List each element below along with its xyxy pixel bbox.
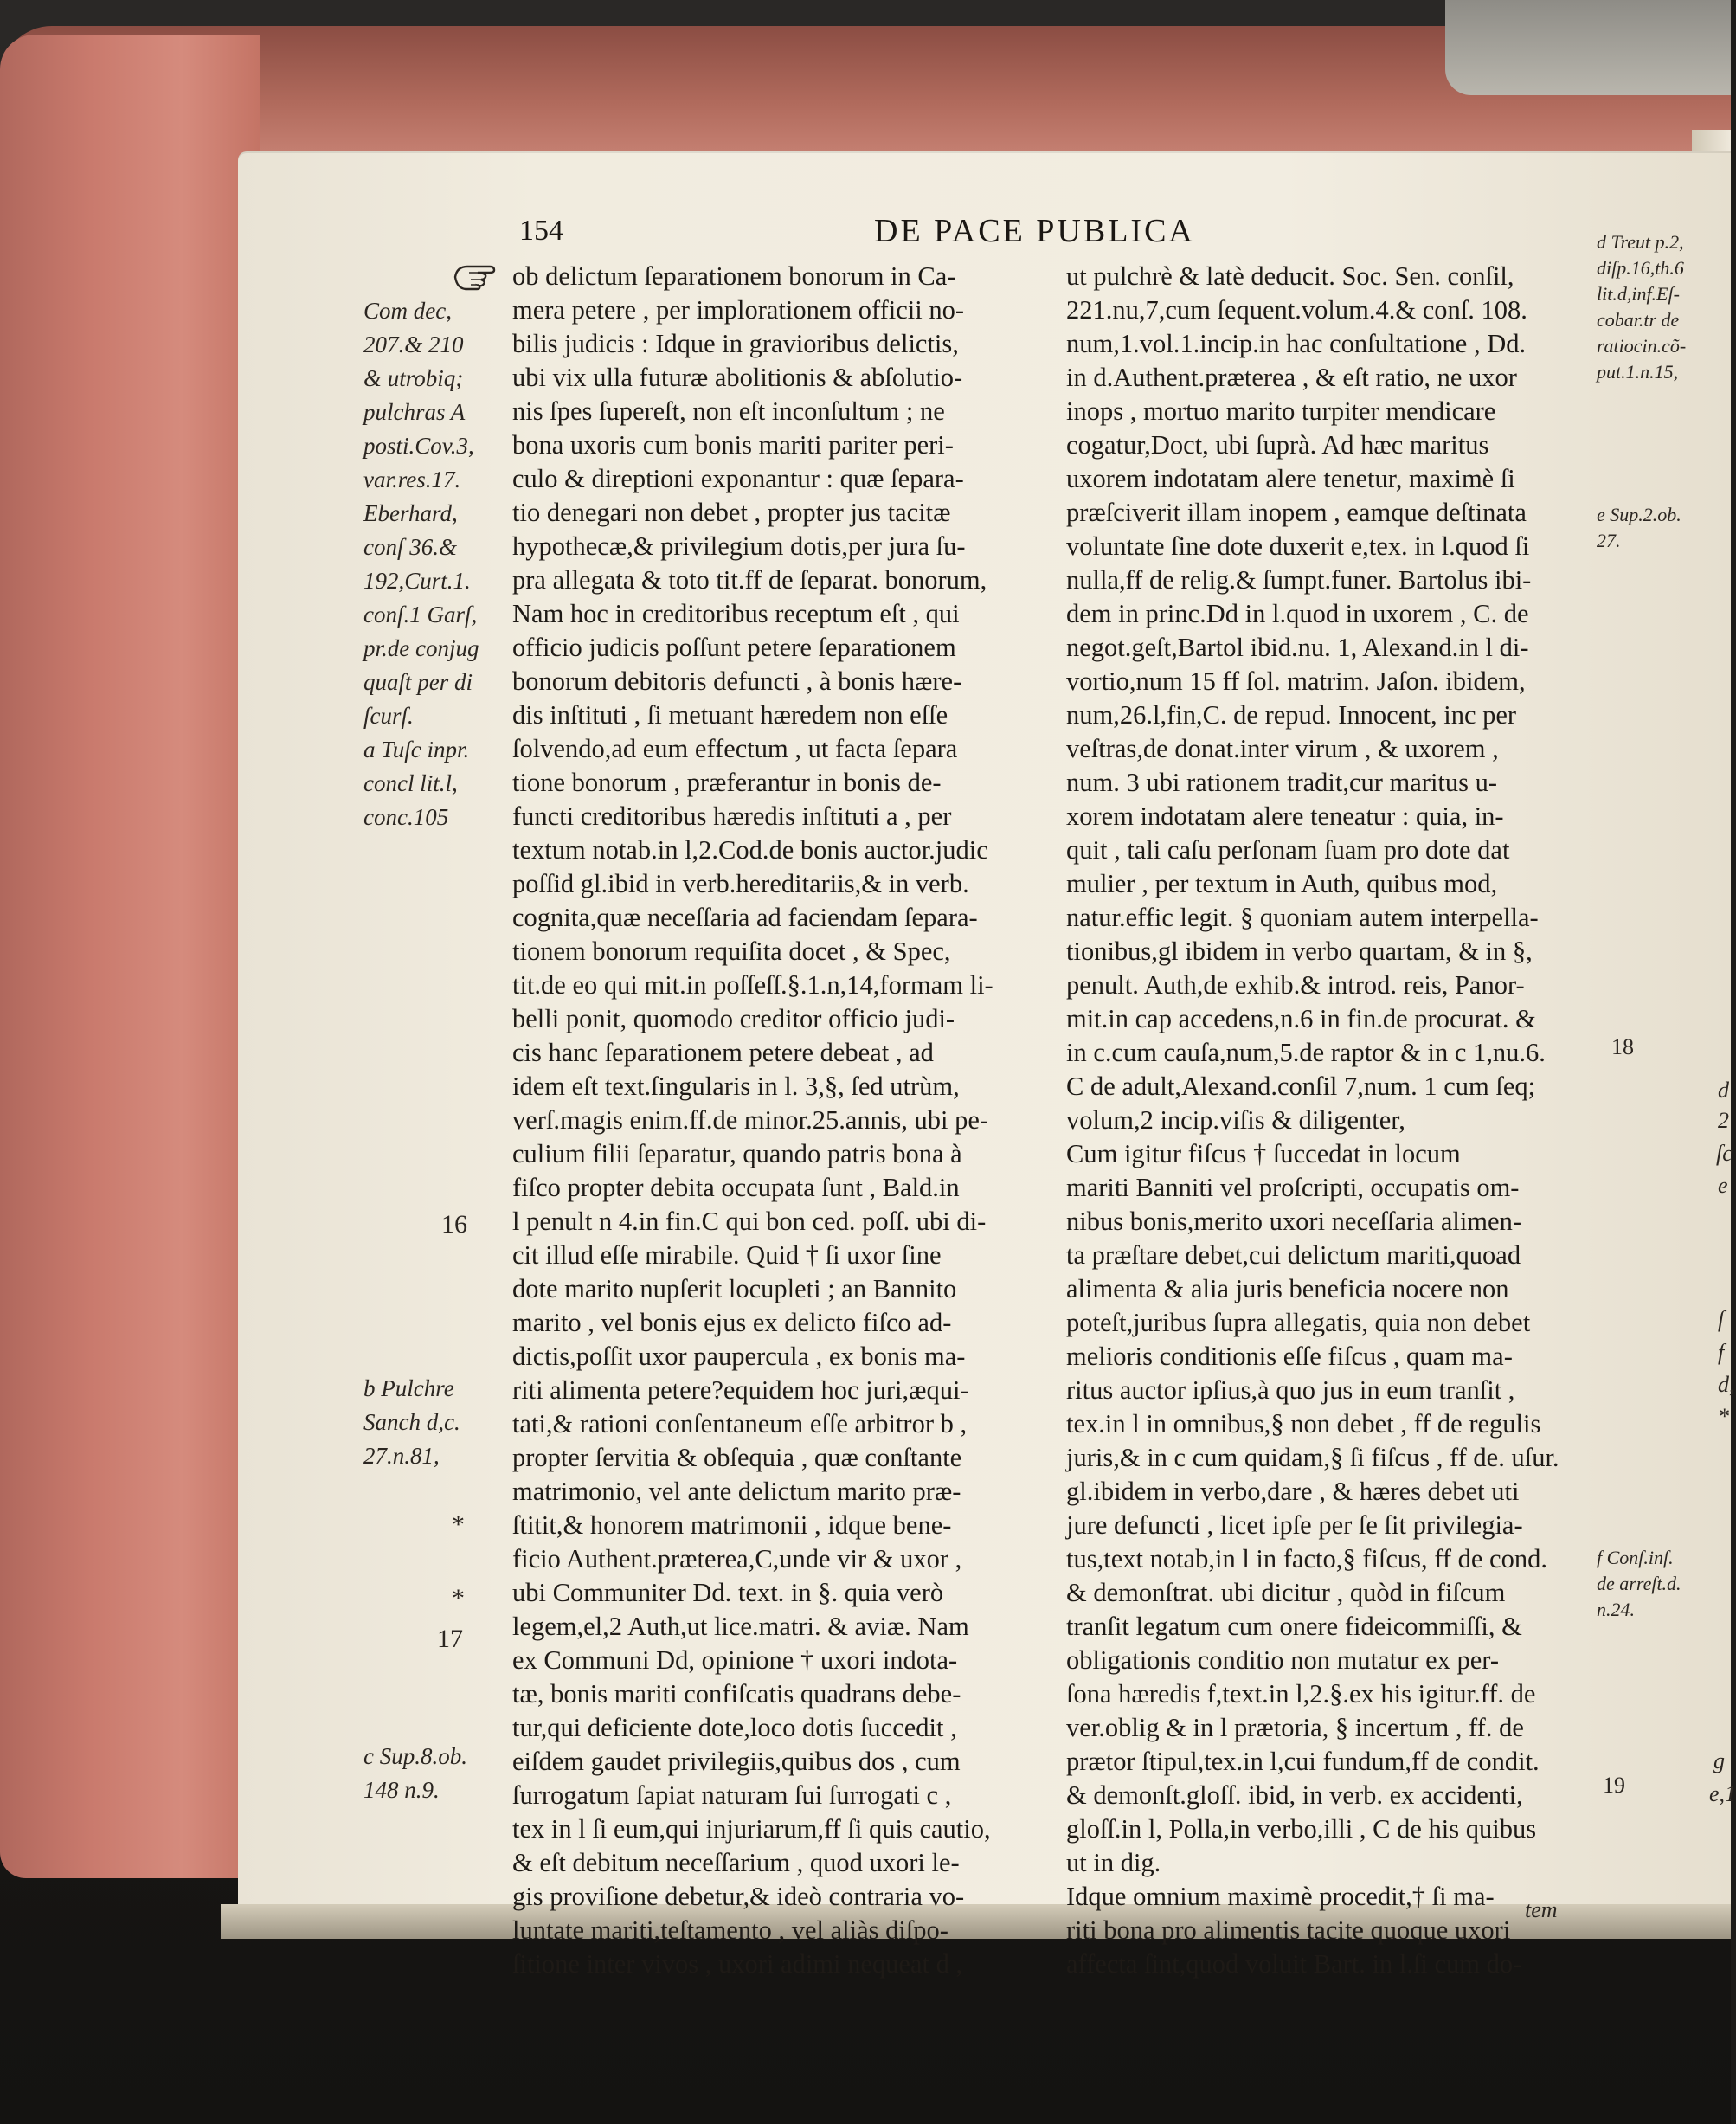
book-fore-edge bbox=[0, 35, 260, 1878]
edge-fragment: ſ bbox=[1718, 1307, 1725, 1332]
book-cover-corner bbox=[1445, 0, 1731, 95]
text-line: melioris conditionis eſſe fiſcus , quam ma- bbox=[1066, 1342, 1513, 1371]
text-line: culium filii ſeparatur, quando patris bona à bbox=[512, 1139, 962, 1168]
text-line: ubi vix ulla futuræ abolitionis & abſolutio- bbox=[512, 363, 963, 392]
text-line: luntate mariti,teſtamento , vel aliàs diſpo- bbox=[512, 1915, 948, 1945]
asterisk-marker: * bbox=[452, 1584, 465, 1612]
text-line: belli ponit, quomodo creditor officio judi- bbox=[512, 1004, 955, 1033]
text-line: ut in dig. bbox=[1066, 1848, 1161, 1877]
margin-note-line: c Sup.8.ob. bbox=[363, 1743, 467, 1769]
text-line: Nam hoc in creditoribus receptum eſt , qui bbox=[512, 599, 960, 628]
margin-note-line: lit.d,inf.Eſ- bbox=[1597, 283, 1680, 305]
text-line: tex.in l in omnibus,§ non debet , ff de regulis bbox=[1066, 1409, 1541, 1439]
text-line: mera petere , per implorationem officii no- bbox=[512, 295, 964, 325]
right-margin-note-f bbox=[1597, 1545, 1681, 1623]
text-line: matrimonio, vel ante delictum marito præ- bbox=[512, 1477, 961, 1506]
margin-note-line: Com dec, bbox=[363, 298, 452, 324]
text-line: num,1.vol.1.incip.in hac conſultatione , Dd. bbox=[1066, 329, 1527, 358]
text-line: tus,text notab,in l in facto,§ fiſcus, ff de cond. bbox=[1066, 1544, 1547, 1574]
text-line: propter ſervitia & obſequia , quæ conſtante bbox=[512, 1443, 962, 1472]
text-line: tionibus,gl ibidem in verbo quartam, & in §, bbox=[1066, 936, 1533, 966]
margin-note-line: 27. bbox=[1597, 530, 1621, 551]
margin-note-line: Eberhard, bbox=[363, 500, 458, 526]
edge-fragment: g bbox=[1713, 1748, 1725, 1773]
text-line: jure defuncti , licet ipſe per ſe ſit privilegia- bbox=[1066, 1510, 1523, 1540]
margin-note-line: diſp.16,th.6 bbox=[1597, 257, 1684, 279]
text-line: xorem indotatam alere teneatur : quia, in- bbox=[1066, 801, 1504, 831]
text-line: ut pulchrè & latè deducit. Soc. Sen. conſil, bbox=[1066, 261, 1514, 291]
text-line: cognita,quæ neceſſaria ad faciendam ſepara- bbox=[512, 903, 978, 932]
text-line: cit illud eſſe mirabile. Quid † ſi uxor ſine bbox=[512, 1240, 942, 1270]
margin-note-line: pr.de conjug bbox=[363, 635, 479, 661]
margin-note-line: Sanch d,c. bbox=[363, 1409, 460, 1435]
margin-note-line: f Conſ.inſ. bbox=[1597, 1547, 1674, 1568]
margin-note-line: put.1.n.15, bbox=[1597, 361, 1679, 383]
margin-note-line: ſcurſ. bbox=[363, 703, 414, 729]
text-line: dis inſtituti , ſi metuant hæredem non eſſe bbox=[512, 700, 948, 730]
margin-note-line: conc.105 bbox=[363, 804, 449, 830]
text-line: pra allegata & toto tit.ff de ſeparat. bonorum, bbox=[512, 565, 987, 595]
text-line: mariti Banniti vel proſcripti, occupatis om- bbox=[1066, 1173, 1520, 1202]
edge-fragment: ſc bbox=[1716, 1141, 1733, 1166]
text-line: tati,& rationi conſentaneum eſſe arbitror b , bbox=[512, 1409, 968, 1439]
text-line: negot.geſt,Bartol ibid.nu. 1, Alexand.in l di- bbox=[1066, 633, 1529, 662]
pointing-hand-icon bbox=[452, 258, 497, 291]
page-number: 154 bbox=[519, 215, 563, 247]
text-line: ſolvendo,ad eum effectum , ut facta ſepara bbox=[512, 734, 958, 763]
margin-note-line: 192,Curt.1. bbox=[363, 568, 471, 594]
text-line: uxorem indotatam alere tenetur, maximè ſi bbox=[1066, 464, 1515, 493]
text-line: & eſt debitum neceſſarium , quod uxori le- bbox=[512, 1848, 960, 1877]
text-line: tæ, bonis mariti confiſcatis quadrans debe- bbox=[512, 1679, 961, 1709]
text-line: nibus bonis,merito uxori neceſſaria alimen- bbox=[1066, 1207, 1521, 1236]
text-line: marito , vel bonis ejus ex delicto fiſco ad- bbox=[512, 1308, 952, 1337]
text-line: ſitione inter vivos , uxori adimi nequeat d , bbox=[512, 1949, 963, 1979]
edge-fragment: 2 bbox=[1718, 1108, 1729, 1133]
text-line: tio denegari non debet , propter jus tacitæ bbox=[512, 498, 951, 527]
margin-note-line: a Tuſc inpr. bbox=[363, 737, 470, 763]
text-line: juris,& in c cum quidam,§ ſi fiſcus , ff de. uſur. bbox=[1066, 1443, 1559, 1472]
margin-note-line: conſ 36.& bbox=[363, 534, 457, 560]
text-line: ver.oblig & in l prætoria, § incertum , ff. de bbox=[1066, 1713, 1524, 1742]
edge-fragment: e,1 bbox=[1709, 1781, 1736, 1806]
text-line: tit.de eo qui mit.in poſſeſſ.§.1.n,14,formam li- bbox=[512, 970, 993, 1000]
text-line: eiſdem gaudet privilegiis,quibus dos , cum bbox=[512, 1747, 961, 1776]
text-line: dote marito nupſerit locupleti ; an Bannito bbox=[512, 1274, 957, 1303]
text-line: tionem bonorum requiſita docet , & Spec, bbox=[512, 936, 951, 966]
text-line: cis hanc ſeparationem petere debeat , ad bbox=[512, 1038, 934, 1067]
text-line: num,26.l,fin,C. de repud. Innocent, inc per bbox=[1066, 700, 1517, 730]
text-line: 221.nu,7,cum ſequent.volum.4.& conſ. 108. bbox=[1066, 295, 1527, 325]
paragraph-number-16: 16 bbox=[441, 1210, 467, 1239]
text-line: Idque omnium maximè procedit,† ſi ma- bbox=[1066, 1882, 1495, 1911]
margin-note-line: pulchras A bbox=[363, 399, 466, 425]
text-line: ob delictum ſeparationem bonorum in Ca- bbox=[512, 261, 956, 291]
text-line: l penult n 4.in fin.C qui bon ced. poſſ. ubi di- bbox=[512, 1207, 987, 1236]
text-line: quit , tali caſu perſonam ſuam pro dote dat bbox=[1066, 835, 1510, 865]
left-text-column bbox=[512, 260, 1049, 1981]
text-line: num. 3 ubi rationem tradit,cur maritus u- bbox=[1066, 768, 1498, 797]
margin-note-line: var.res.17. bbox=[363, 467, 461, 492]
edge-fragment: f bbox=[1718, 1340, 1725, 1365]
text-line: culo & direptioni exponantur : quæ ſepara- bbox=[512, 464, 964, 493]
text-line: ubi Communiter Dd. text. in §. quia verò bbox=[512, 1578, 944, 1607]
text-line: ſona hæredis f,text.in l,2.§.ex his igitur.ff. de bbox=[1066, 1679, 1536, 1709]
paragraph-number-19: 19 bbox=[1603, 1773, 1625, 1798]
margin-note-line: de arreſt.d. bbox=[1597, 1573, 1681, 1594]
text-line: vortio,num 15 ff ſol. matrim. Jaſon. ibidem, bbox=[1066, 666, 1526, 696]
text-line: mit.in cap accedens,n.6 in fin.de procurat. & bbox=[1066, 1004, 1536, 1033]
margin-note-line: & utrobiq; bbox=[363, 365, 464, 391]
text-line: natur.effic legit. § quoniam autem interpella- bbox=[1066, 903, 1539, 932]
catchword: tem bbox=[1525, 1897, 1558, 1922]
right-margin-note-e bbox=[1597, 502, 1681, 554]
text-line: ta præſtare debet,cui delictum mariti,quoad bbox=[1066, 1240, 1521, 1270]
text-line: ficio Authent.præterea,C,unde vir & uxor , bbox=[512, 1544, 962, 1574]
text-line: in c.cum cauſa,num,5.de raptor & in c 1,nu.6. bbox=[1066, 1038, 1546, 1067]
margin-note-line: posti.Cov.3, bbox=[363, 433, 474, 459]
text-line: dem in princ.Dd in l.quod in uxorem , C. de bbox=[1066, 599, 1529, 628]
left-margin-notes bbox=[363, 294, 506, 834]
asterisk-marker: * bbox=[452, 1510, 465, 1539]
text-line: ex Communi Dd, opinione † uxori indota- bbox=[512, 1645, 958, 1675]
text-line: fiſco propter debita occupata ſunt , Bald.in bbox=[512, 1173, 960, 1202]
left-margin-note-c bbox=[363, 1740, 467, 1807]
text-line: affecta ſint,quod voluit Bart. in l.ſi cum do- bbox=[1066, 1949, 1522, 1979]
margin-note-line: n.24. bbox=[1597, 1599, 1635, 1620]
text-line: hypothecæ,& privilegium dotis,per jura ſu- bbox=[512, 531, 966, 561]
text-line: alimenta & alia juris beneficia nocere non bbox=[1066, 1274, 1509, 1303]
running-title: DE PACE PUBLICA bbox=[874, 213, 1195, 249]
text-line: voluntate ſine dote duxerit e,tex. in l.quod ſi bbox=[1066, 531, 1530, 561]
edge-fragment: d bbox=[1718, 1078, 1729, 1103]
margin-note-line: ratiocin.cõ- bbox=[1597, 335, 1687, 357]
text-line: tranſit legatum cum onere fideicommiſſi, & bbox=[1066, 1612, 1522, 1641]
text-line: tur,qui deficiente dote,loco dotis ſuccedit , bbox=[512, 1713, 957, 1742]
text-line: bona uxoris cum bonis mariti pariter peri- bbox=[512, 430, 954, 460]
text-line: bilis judicis : Idque in gravioribus delictis, bbox=[512, 329, 959, 358]
left-margin-note-b bbox=[363, 1372, 460, 1473]
text-line: legem,el,2 Auth,ut lice.matri. & aviæ. Nam bbox=[512, 1612, 969, 1641]
text-line: & demonſtrat. ubi dicitur , quòd in fiſcum bbox=[1066, 1578, 1506, 1607]
text-line: riti alimenta petere?equidem hoc juri,æqui- bbox=[512, 1375, 969, 1405]
text-line: veſtras,de donat.inter virum , & uxorem , bbox=[1066, 734, 1499, 763]
edge-fragment: * bbox=[1718, 1404, 1729, 1429]
right-margin-note-d bbox=[1597, 229, 1686, 385]
margin-note-line: quaſt per di bbox=[363, 669, 473, 695]
text-line: Cum igitur fiſcus † ſuccedat in locum bbox=[1066, 1139, 1461, 1168]
text-line: textum notab.in l,2.Cod.de bonis auctor.judic bbox=[512, 835, 988, 865]
margin-note-line: conſ.1 Garſ, bbox=[363, 602, 478, 628]
margin-note-line: 148 n.9. bbox=[363, 1777, 440, 1803]
margin-note-line: e Sup.2.ob. bbox=[1597, 504, 1681, 525]
text-line: poteſt,juribus ſupra allegatis, quia non debet bbox=[1066, 1308, 1531, 1337]
margin-note-line: cobar.tr de bbox=[1597, 309, 1680, 331]
text-line: nulla,ff de relig.& ſumpt.funer. Bartolus ibi- bbox=[1066, 565, 1532, 595]
text-line: & demonſt.gloſſ. ibid, in verb. ex accidenti, bbox=[1066, 1780, 1523, 1810]
text-line: gloſſ.in l, Polla,in verbo,illi , C de his quibus bbox=[1066, 1814, 1537, 1844]
text-line: ſtitit,& honorem matrimonii , idque bene- bbox=[512, 1510, 952, 1540]
text-line: bonorum debitoris defuncti , à bonis hære- bbox=[512, 666, 962, 696]
edge-fragment: d, bbox=[1718, 1372, 1735, 1397]
text-line: poſſid gl.ibid in verb.hereditariis,& in verb. bbox=[512, 869, 969, 898]
text-line: functi creditoribus hæredis inſtituti a , per bbox=[512, 801, 952, 831]
right-text-column bbox=[1066, 260, 1594, 1981]
text-line: tione bonorum , præferantur in bonis de- bbox=[512, 768, 942, 797]
text-line: inops , mortuo marito turpiter mendicare bbox=[1066, 396, 1496, 426]
paragraph-number-18: 18 bbox=[1611, 1034, 1634, 1059]
text-line: verſ.magis enim.ff.de minor.25.annis, ubi pe- bbox=[512, 1105, 989, 1135]
text-line: præſciverit illam inopem , eamque deſtinata bbox=[1066, 498, 1527, 527]
text-line: ritus auctor ipſius,à quo jus in eum tranſit , bbox=[1066, 1375, 1515, 1405]
margin-note-line: b Pulchre bbox=[363, 1375, 454, 1401]
text-line: prætor ſtipul,tex.in l,cui fundum,ff de condit. bbox=[1066, 1747, 1540, 1776]
text-line: nis ſpes ſupereſt, non eſt inconſultum ; ne bbox=[512, 396, 945, 426]
margin-note-line: concl lit.l, bbox=[363, 770, 458, 796]
text-line: gl.ibidem in verbo,dare , & hæres debet uti bbox=[1066, 1477, 1520, 1506]
text-line: mulier , per textum in Auth, quibus mod, bbox=[1066, 869, 1498, 898]
margin-note-line: 27.n.81, bbox=[363, 1443, 440, 1469]
text-line: obligationis conditio non mutatur ex per- bbox=[1066, 1645, 1500, 1675]
text-line: dictis,poſſit uxor paupercula , ex bonis ma- bbox=[512, 1342, 966, 1371]
edge-fragment: e bbox=[1718, 1173, 1728, 1198]
text-line: tex in l ſi eum,qui injuriarum,ff ſi quis cautio, bbox=[512, 1814, 991, 1844]
text-line: riti bona pro alimentis tacite quoque uxori bbox=[1066, 1915, 1511, 1945]
text-line: in d.Authent.præterea , & eſt ratio, ne uxor bbox=[1066, 363, 1517, 392]
paragraph-number-17: 17 bbox=[437, 1625, 463, 1653]
text-line: officio judicis poſſunt petere ſeparationem bbox=[512, 633, 956, 662]
text-line: gis proviſione debetur,& ideò contraria vo- bbox=[512, 1882, 965, 1911]
text-line: C de adult,Alexand.conſil 7,num. 1 cum ſeq; bbox=[1066, 1072, 1536, 1101]
text-line: volum,2 incip.viſis & diligenter, bbox=[1066, 1105, 1405, 1135]
margin-note-line: 207.& 210 bbox=[363, 331, 464, 357]
text-line: penult. Auth,de exhib.& introd. reis, Panor- bbox=[1066, 970, 1525, 1000]
text-line: idem eſt text.ſingularis in l. 3,§, ſed utrùm, bbox=[512, 1072, 960, 1101]
text-line: ſurrogatum ſapiat naturam ſui ſurrogati c , bbox=[512, 1780, 952, 1810]
text-line: cogatur,Doct, ubi ſuprà. Ad hæc maritus bbox=[1066, 430, 1489, 460]
margin-note-line: d Treut p.2, bbox=[1597, 231, 1684, 253]
